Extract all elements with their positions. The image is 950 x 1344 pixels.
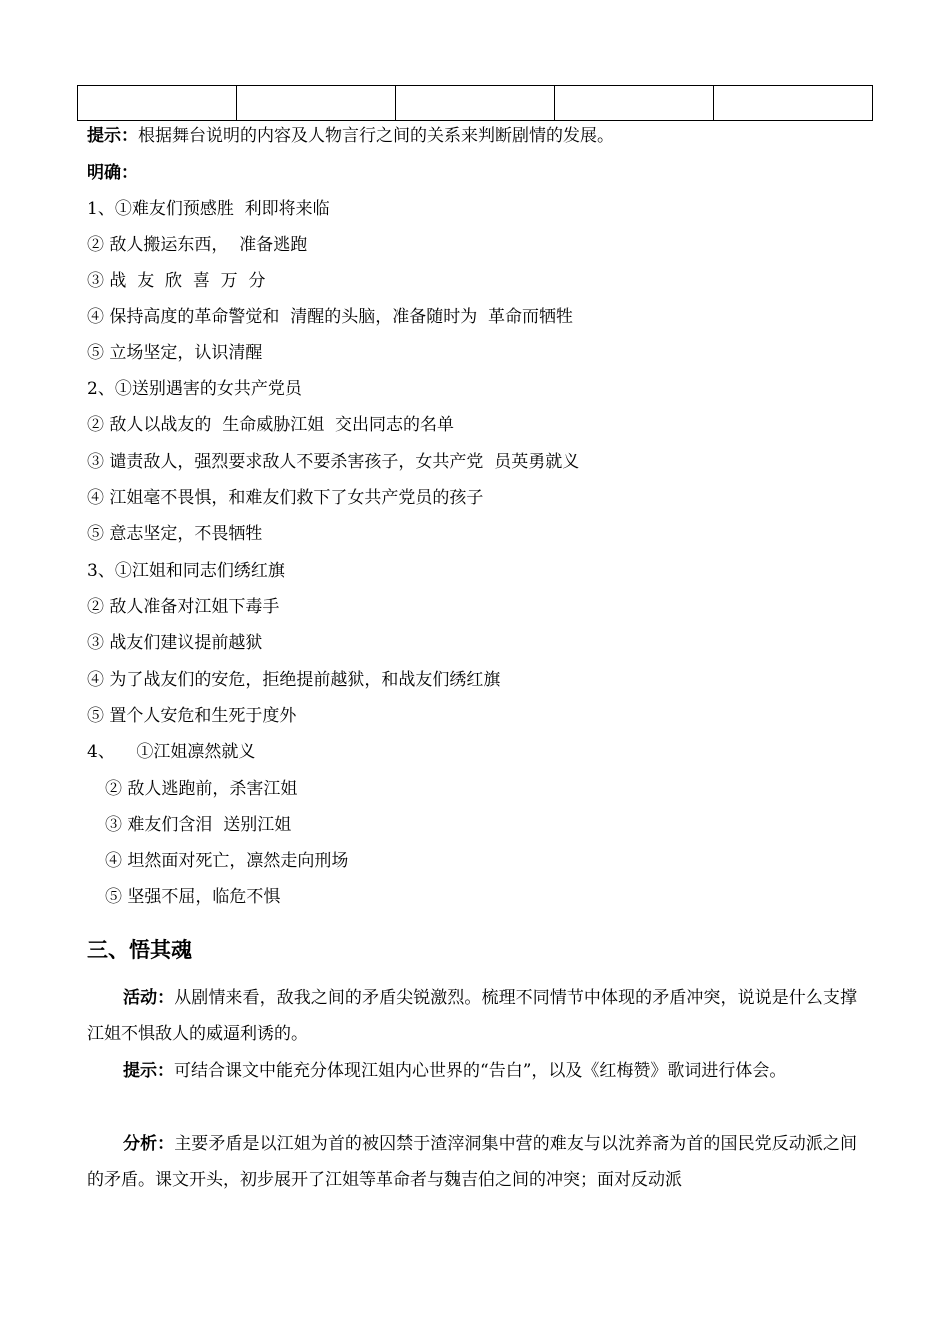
analysis-paragraph — [87, 1126, 857, 1198]
list-item: ③ 难友们含泪 送别江姐 — [105, 815, 292, 835]
hint-line — [87, 125, 614, 147]
list-item: ② 敌人搬运东西， 准备逃跑 — [87, 235, 308, 255]
list-item: ② 敌人逃跑前，杀害江姐 — [105, 779, 298, 799]
hint-text: 根据舞台说明的内容及人物言行之间的关系来判断剧情的发展。 — [138, 126, 614, 146]
list-item: ⑤ 置个人安危和生死于度外 — [87, 706, 297, 726]
table-bottom-row — [77, 85, 873, 121]
hint-label: 提示： — [87, 126, 138, 146]
activity-text: 从剧情来看，敌我之间的矛盾尖锐激烈。梳理不同情节中体现的矛盾冲突，说说是什么支撑江姐不惧敌人的威逼利诱的。 — [87, 988, 858, 1044]
clarify-label: 明确： — [87, 163, 138, 183]
list-item: 2、①送别遇害的女共产党员 — [87, 379, 302, 399]
table-cell — [714, 86, 873, 121]
list-item: ⑤ 意志坚定，不畏牺牲 — [87, 524, 263, 544]
list-item: ② 敌人准备对江姐下毒手 — [87, 597, 280, 617]
section-heading: 三、悟其魂 — [87, 938, 192, 962]
list-item: 3、①江姐和同志们绣红旗 — [87, 561, 285, 581]
hint2-text: 可结合课文中能充分体现江姐内心世界的“告白”，以及《红梅赞》歌词进行体会。 — [174, 1061, 787, 1081]
list-item: 1、①难友们预感胜 利即将来临 — [87, 199, 330, 219]
table-cell — [237, 86, 396, 121]
list-item: ⑤ 坚强不屈，临危不惧 — [105, 887, 281, 907]
activity-paragraph — [87, 980, 857, 1052]
table-row — [78, 86, 873, 121]
hint2-label: 提示： — [123, 1061, 174, 1081]
list-item: ④ 坦然面对死亡，凛然走向刑场 — [105, 851, 349, 871]
table-cell — [78, 86, 237, 121]
hint2-paragraph — [87, 1053, 857, 1089]
activity-label: 活动： — [123, 988, 175, 1008]
list-item: ④ 为了战友们的安危，拒绝提前越狱，和战友们绣红旗 — [87, 670, 501, 690]
list-item: ② 敌人以战友的 生命威胁江姐 交出同志的名单 — [87, 415, 455, 435]
table-cell — [396, 86, 555, 121]
list-item: 4、 ①江姐凛然就义 — [87, 742, 256, 762]
list-item: ⑤ 立场坚定，认识清醒 — [87, 343, 263, 363]
table-cell — [555, 86, 714, 121]
analysis-label: 分析： — [123, 1134, 175, 1154]
analysis-text: 主要矛盾是以江姐为首的被囚禁于渣滓洞集中营的难友与以沈养斋为首的国民党反动派之间的矛盾。课文开头，初步展开了江姐等革命者与魏吉伯之间的冲突；面对反动派 — [87, 1134, 858, 1190]
list-item: ③ 战友们建议提前越狱 — [87, 633, 263, 653]
list-item: ③ 谴责敌人，强烈要求敌人不要杀害孩子，女共产党 员英勇就义 — [87, 452, 580, 472]
list-item: ④ 江姐毫不畏惧，和难友们救下了女共产党员的孩子 — [87, 488, 484, 508]
list-item: ③ 战 友 欣 喜 万 分 — [87, 271, 266, 291]
list-item: ④ 保持高度的革命警觉和 清醒的头脑，准备随时为 革命而牺牲 — [87, 307, 574, 327]
